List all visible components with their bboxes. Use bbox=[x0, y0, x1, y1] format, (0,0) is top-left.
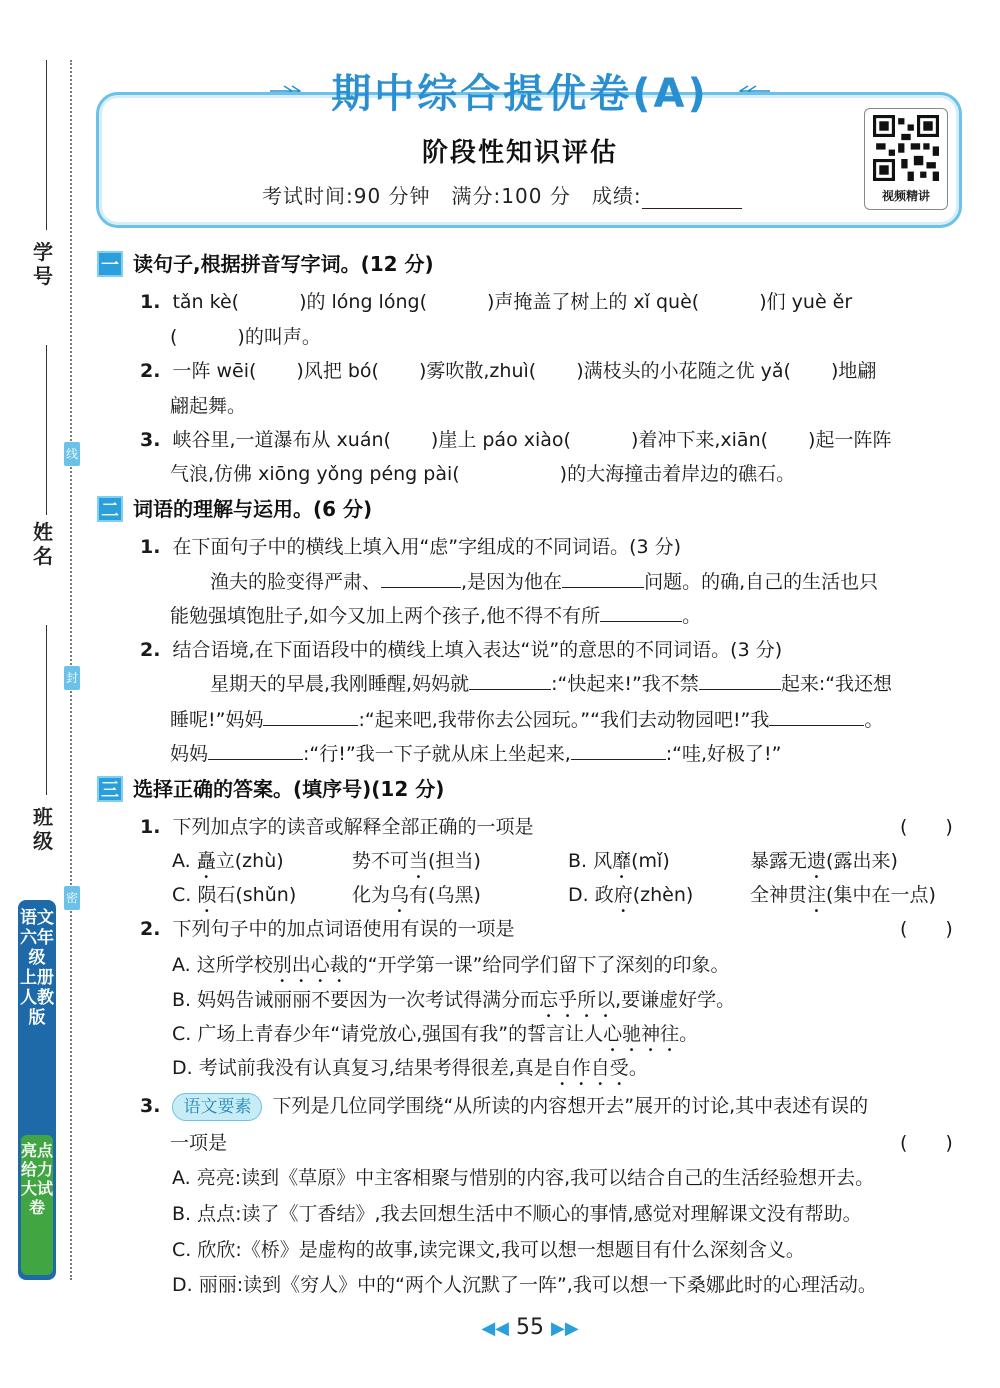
s1-q1-line1: 1. tǎn kè( )的 lóng lóng( )声掩盖了树上的 xǐ què( )们 yuè ěr bbox=[140, 291, 853, 313]
next-page-icon[interactable]: ▶▶ bbox=[551, 1318, 579, 1339]
s2-q2-line3: 妈妈 :“行!”我一下子就从床上坐起来, :“哇,好极了!” bbox=[170, 743, 782, 765]
blank[interactable] bbox=[571, 741, 666, 760]
section-2-number: 二 bbox=[97, 496, 123, 522]
exam-info bbox=[262, 180, 742, 209]
seal-mi: 密 bbox=[64, 886, 80, 910]
section-1-heading bbox=[97, 248, 434, 277]
s3-q1-option-a1[interactable]: A. 矗立(zhù) bbox=[172, 850, 284, 872]
name-label: 姓名 bbox=[33, 520, 53, 568]
blank[interactable] bbox=[699, 671, 781, 690]
s3-q2-option-b[interactable]: B. 妈妈告诫丽丽不要因为一次考试得满分而忘乎所以,要谦虚好学。 bbox=[172, 989, 736, 1011]
blank[interactable] bbox=[469, 671, 551, 690]
brand-badge: 亮点给力大试卷 bbox=[21, 1135, 53, 1275]
blank[interactable] bbox=[769, 707, 864, 726]
s3-q1-option-d2: 全神贯注(集中在一点) bbox=[750, 884, 936, 906]
edition-text: 语文六年级 上册 人教版 bbox=[20, 908, 54, 1028]
page-number: 55 bbox=[516, 1315, 544, 1340]
section-3-heading bbox=[97, 773, 444, 802]
student-id-line bbox=[46, 60, 47, 230]
s3-q1-option-a2: 势不可当(担当) bbox=[352, 850, 481, 872]
s1-q2-line2: 翩起舞。 bbox=[170, 395, 247, 417]
s3-q2-answer-paren[interactable]: ( ) bbox=[900, 918, 953, 940]
s3-q1-prompt: 1. 下列加点字的读音或解释全部正确的一项是 bbox=[140, 816, 534, 838]
exam-info-text: 考试时间:90 分钟 满分:100 分 成绩: bbox=[262, 184, 642, 208]
s1-q3-line1: 3. 峡谷里,一道瀑布从 xuán( )崖上 páo xiào( )着冲下来,xiān( )起一阵阵 bbox=[140, 429, 892, 451]
chinese-element-tag: 语文要素 bbox=[172, 1093, 262, 1121]
name-line bbox=[46, 345, 47, 515]
score-blank[interactable] bbox=[642, 188, 742, 209]
s2-q2-line2: 睡呢!”妈妈 :“起来吧,我带你去公园玩。”“我们去动物园吧!”我 。 bbox=[170, 709, 884, 731]
s3-q2-option-d[interactable]: D. 考试前我没有认真复习,结果考得很差,真是自作自受。 bbox=[172, 1057, 648, 1079]
student-id-label: 学号 bbox=[33, 240, 53, 288]
blank[interactable] bbox=[208, 741, 303, 760]
s1-q1-line2: ( )的叫声。 bbox=[170, 326, 321, 348]
qr-label: 视频精讲 bbox=[881, 189, 930, 203]
s3-q1-option-c1[interactable]: C. 陨石(shǔn) bbox=[172, 884, 297, 906]
s3-q3-option-c[interactable]: C. 欣欣:《桥》是虚构的故事,读完课文,我可以想一想题目有什么深刻含义。 bbox=[172, 1239, 805, 1261]
page-footer bbox=[440, 1315, 620, 1340]
s3-q1-option-b1[interactable]: B. 风靡(mǐ) bbox=[568, 850, 670, 872]
s3-q2-option-a[interactable]: A. 这所学校别出心裁的“开学第一课”给同学们留下了深刻的印象。 bbox=[172, 954, 730, 976]
s3-q3-prompt: 3. 语文要素 下列是几位同学围绕“从所读的内容想开去”展开的讨论,其中表述有误的 bbox=[140, 1091, 868, 1121]
section-3-number: 三 bbox=[97, 776, 123, 802]
qr-code-icon bbox=[873, 115, 939, 181]
s3-q3-prompt-line2: 一项是 bbox=[170, 1132, 228, 1154]
blank[interactable] bbox=[600, 603, 682, 622]
edition-badge bbox=[18, 900, 56, 1280]
section-2-title: 词语的理解与运用。(6 分) bbox=[133, 497, 373, 521]
page-subtitle: 阶段性知识评估 bbox=[421, 138, 618, 168]
s3-q1-answer-paren[interactable]: ( ) bbox=[900, 816, 953, 838]
class-label: 班级 bbox=[33, 805, 53, 853]
s3-q3-answer-paren[interactable]: ( ) bbox=[900, 1132, 953, 1154]
blank[interactable] bbox=[562, 569, 644, 588]
s3-q1-option-b2: 暴露无遗(露出来) bbox=[750, 850, 898, 872]
blank[interactable] bbox=[263, 707, 358, 726]
s3-q3-option-d[interactable]: D. 丽丽:读到《穷人》中的“两个人沉默了一阵”,我可以想一下桑娜此时的心理活动。 bbox=[172, 1274, 877, 1296]
s3-q3-option-a[interactable]: A. 亮亮:读到《草原》中主客相聚与惜别的内容,我可以结合自己的生活经验想开去。 bbox=[172, 1167, 875, 1189]
s3-q2-prompt: 2. 下列句子中的加点词语使用有误的一项是 bbox=[140, 918, 515, 940]
s2-q1-line1: 渔夫的脸变得严肃、 ,是因为他在 问题。的确,自己的生活也只 bbox=[210, 571, 879, 593]
s2-q1-line2: 能勉强填饱肚子,如今又加上两个孩子,他不得不有所 。 bbox=[170, 605, 702, 627]
section-1-number: 一 bbox=[97, 251, 123, 277]
seal-xian: 线 bbox=[64, 442, 80, 466]
page-title: 期中综合提优卷(A) bbox=[331, 71, 709, 117]
s2-q2-line1: 星期天的早晨,我刚睡醒,妈妈就 :“快起来!”我不禁 起来:“我还想 bbox=[210, 673, 893, 695]
binding-margin bbox=[0, 0, 95, 1388]
s3-q2-option-c[interactable]: C. 广场上青春少年“请党放心,强国有我”的誓言让人心驰神往。 bbox=[172, 1023, 699, 1045]
s2-q1-prompt: 1. 在下面句子中的横线上填入用“虑”字组成的不同词语。(3 分) bbox=[140, 536, 682, 558]
qr-code-box[interactable] bbox=[864, 108, 948, 210]
s2-q2-prompt: 2. 结合语境,在下面语段中的横线上填入表达“说”的意思的不同词语。(3 分) bbox=[140, 639, 783, 661]
s3-q1-option-c2: 化为乌有(乌黑) bbox=[352, 884, 481, 906]
prev-page-icon[interactable]: ◀◀ bbox=[481, 1318, 509, 1339]
blank[interactable] bbox=[381, 569, 461, 588]
section-3-title: 选择正确的答案。(填序号)(12 分) bbox=[133, 777, 445, 801]
section-2-heading bbox=[97, 493, 372, 522]
seal-feng: 封 bbox=[64, 666, 80, 690]
class-line bbox=[46, 625, 47, 795]
s3-q3-option-b[interactable]: B. 点点:读了《丁香结》,我去回想生活中不顺心的事情,感觉对理解课文没有帮助。 bbox=[172, 1203, 862, 1225]
s1-q2-line1: 2. 一阵 wēi( )风把 bó( )雾吹散,zhuì( )满枝头的小花随之优 yǎ( )地翩 bbox=[140, 360, 877, 382]
s1-q3-line2: 气浪,仿佛 xiōng yǒng péng pài( )的大海撞击着岸边的礁石。 bbox=[170, 463, 796, 485]
section-1-title: 读句子,根据拼音写字词。(12 分) bbox=[133, 252, 434, 276]
s3-q1-option-d1[interactable]: D. 政府(zhèn) bbox=[568, 884, 694, 906]
